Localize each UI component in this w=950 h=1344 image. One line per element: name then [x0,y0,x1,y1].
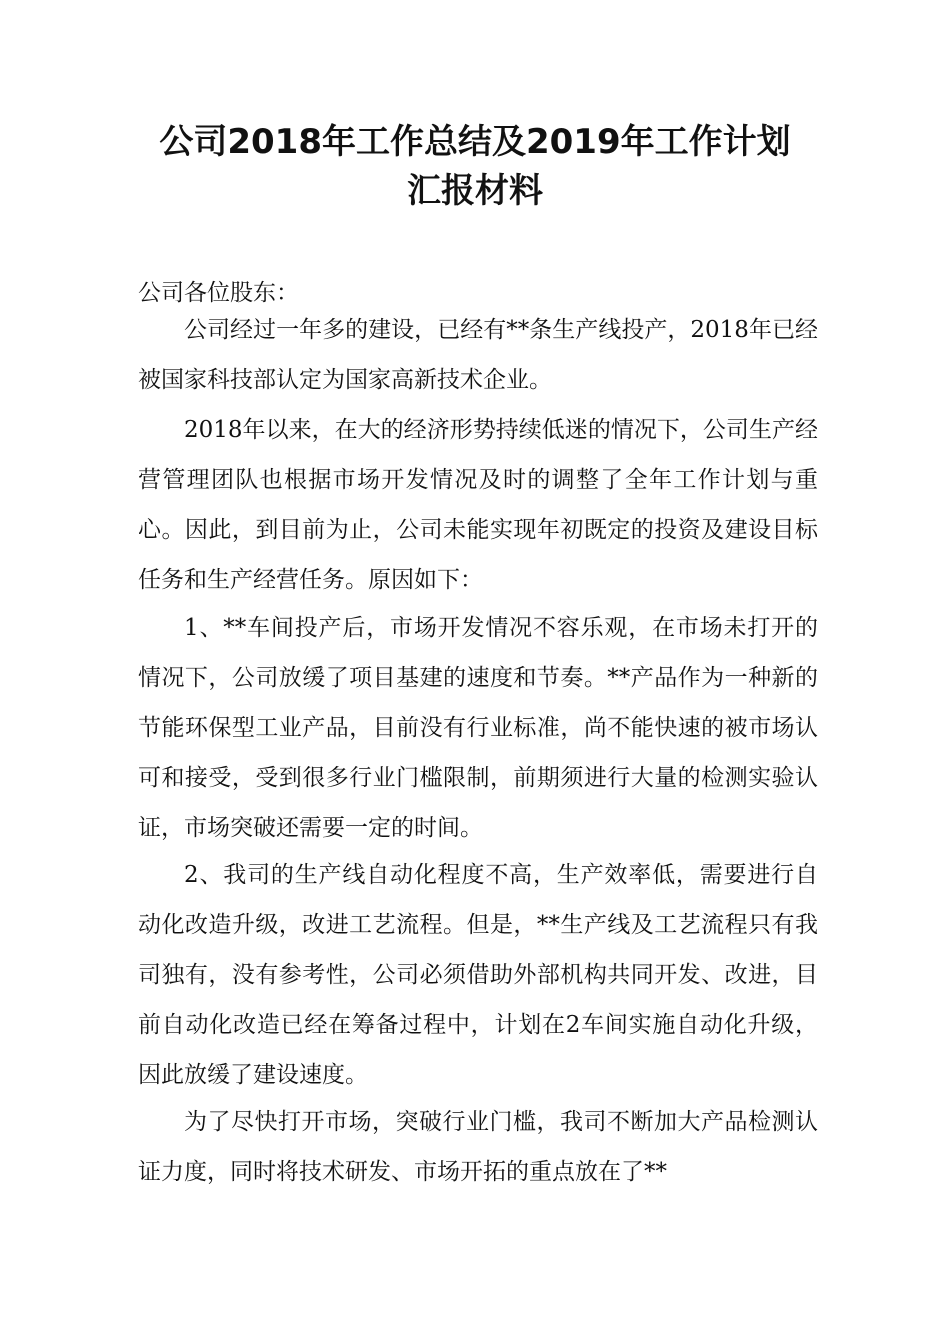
salutation: 公司各位股东： [138,280,299,306]
paragraph-4: 2、我司的生产线自动化程度不高，生产效率低，需要进行自动化改造升级，改进工艺流程。但是，**生产线及工艺流程只有我司独有，没有参考性，公司必须借助外部机构共同开发、改进，目前自动化改造已经在筹备过程中，计划在2车间实施自动化升级，因此放缓了建设速度。 [138,862,818,1088]
paragraph-3: 1、**车间投产后，市场开发情况不容乐观，在市场未打开的情况下，公司放缓了项目基建的速度和节奏。**产品作为一种新的节能环保型工业产品，目前没有行业标准，尚不能快速的被市场认可和接受，受到很多行业门槛限制，前期须进行大量的检测实验认证，市场突破还需要一定的时间。 [138,615,818,841]
paragraph-5: 为了尽快打开市场，突破行业门槛，我司不断加大产品检测认证力度，同时将技术研发、市场开拓的重点放在了** [138,1109,818,1185]
document-title-line-2: 汇报材料 [407,171,543,211]
document-title-line-1: 公司2018年工作总结及2019年工作计划 [159,122,791,162]
paragraph-1: 公司经过一年多的建设，已经有**条生产线投产，2018年已经被国家科技部认定为国家高新技术企业。 [138,317,818,393]
paragraph-2: 2018年以来，在大的经济形势持续低迷的情况下，公司生产经营管理团队也根据市场开发情况及时的调整了全年工作计划与重心。因此，到目前为止，公司未能实现年初既定的投资及建设目标任务和生产经营任务。原因如下： [138,417,818,593]
